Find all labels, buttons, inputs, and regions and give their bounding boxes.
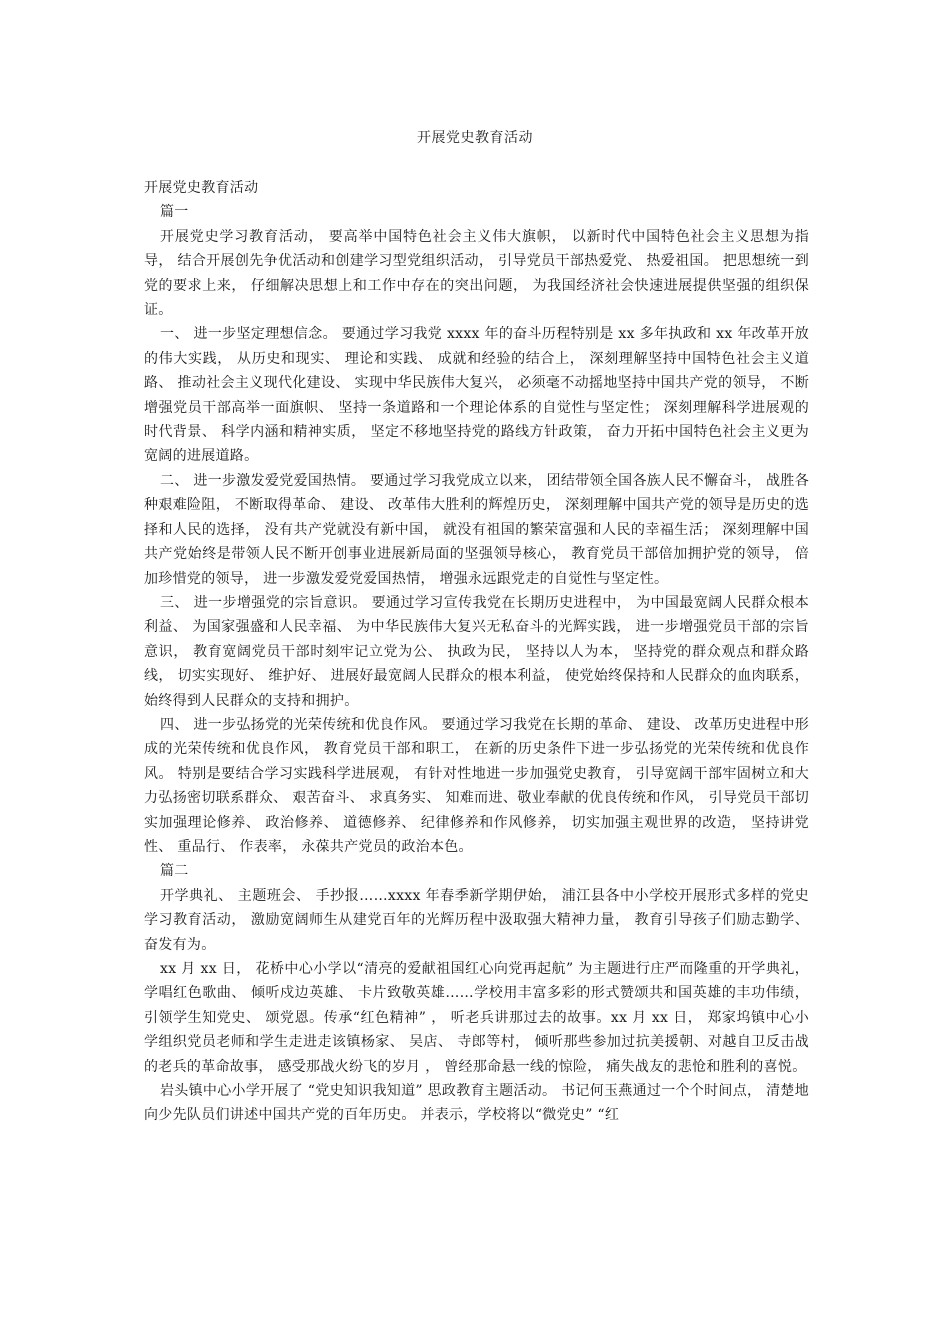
paragraph: 三、 进一步增强党的宗旨意识。 要通过学习宣传我党在长期历史进程中， 为中国最宽阔人民群众根本利益、 为国家强盛和人民幸福、 为中华民族伟大复兴无私奋斗的光辉实践， 进一步增强党员干部的宗旨意识， 教育宽阔党员干部时刻牢记立党为公、 执政为民， 坚持以人为本， 坚持党的群众观点和群众路线， 切实实现好、 维护好、 进展好最宽阔人民群众的根本利益， 使党始终保持和人民群众的血肉联系， 始终得到人民群众的支持和拥护。 — [144, 594, 809, 709]
document-body — [144, 176, 809, 1128]
paragraph: 开学典礼、 主题班会、 手抄报……xxxx 年春季新学期伊始， 浦江县各中小学校开展形式多样的党史学习教育活动， 激励宽阔师生从建党百年的光辉历程中汲取强大精神力量， 教育引导孩子们励志勤学、 奋发有为。 — [144, 887, 809, 953]
paragraph: 开展党史学习教育活动， 要高举中国特色社会主义伟大旗帜， 以新时代中国特色社会主义思想为指导， 结合开展创先争优活动和创建学习型党组织活动， 引导党员干部热爱党、 热爱祖国。 把思想统一到党的要求上来， 仔细解决思想上和工作中存在的突出问题， 为我国经济社会快速进展提供坚强的组织保证。 — [144, 228, 809, 319]
paragraph: 篇二 — [160, 863, 189, 880]
paragraph: 二、 进一步激发爱党爱国热情。 要通过学习我党成立以来， 团结带领全国各族人民不懈奋斗， 战胜各种艰难险阻， 不断取得革命、 建设、 改革伟大胜利的辉煌历史， 深刻理解中国共产党的领导是历史的选择和人民的选择， 没有共产党就没有新中国， 就没有祖国的繁荣富强和人民的幸福生活； 深刻理解中国共产党始终是带领人民不断开创事业进展新局面的坚强领导核心， 教育党员干部倍加拥护党的领导， 倍加珍惜党的领导， 进一步激发爱党爱国热情， 增强永远跟党走的自觉性与坚定性。 — [144, 472, 809, 587]
paragraph: 四、 进一步弘扬党的光荣传统和优良作风。 要通过学习我党在长期的革命、 建设、 改革历史进程中形成的光荣传统和优良作风， 教育党员干部和职工， 在新的历史条件下进一步弘扬党的光荣传统和优良作风。 特别是要结合学习实践科学进展观， 有针对性地进一步加强党史教育， 引导宽阔干部牢固树立和大力弘扬密切联系群众、 艰苦奋斗、 求真务实、 知难而进、敬业奉献的优良传统和作风， 引导党员干部切实加强理论修养、 政治修养、 道德修养、 纪律修养和作风修养， 切实加强主观世界的改造， 坚持讲党性、 重品行、 作表率， 永葆共产党员的政治本色。 — [144, 716, 809, 855]
paragraph: xx 月 xx 日， 花桥中心小学以“清亮的爱献祖国红心向党再起航” 为主题进行庄严而隆重的开学典礼， 学唱红色歌曲、 倾听戍边英雄、 卡片致敬英雄……学校用丰富多彩的形式赞颂共和国英雄的丰功伟绩， 引领学生知党史、 颂党恩。传承“红色精神” ， 听老兵讲那过去的故事。xx 月 xx 日， 郑家坞镇中心小学组织党员老师和学生走进走该镇杨家、 吴店、 寺郎等村， 倾听那些参加过抗美援朝、对越自卫反击战的老兵的革命故事， 感受那战火纷飞的岁月 ， 曾经那命悬一线的惊险， 痛失战友的悲怆和胜利的喜悦。 — [144, 961, 809, 1075]
paragraph: 岩头镇中心小学开展了 “党史知识我知道” 思政教育主题活动。 书记何玉燕通过一个个时间点， 清楚地向少先队员们讲述中国共产党的百年历史。 并表示，学校将以“微党史” “红 — [144, 1083, 809, 1124]
paragraph: 篇一 — [160, 204, 189, 221]
paragraph: 开展党史教育活动 — [144, 180, 259, 196]
document-title: 开展党史教育活动 — [417, 130, 533, 146]
paragraph: 一、 进一步坚定理想信念。 要通过学习我党 xxxx 年的奋斗历程特别是 xx 多年执政和 xx 年改革开放的伟大实践， 从历史和现实、 理论和实践、 成就和经验的结合上， 深刻理解坚持中国特色社会主义道路、 推动社会主义现代化建设、 实现中华民族伟大复兴， 必须毫不动摇地坚持中国共产党的领导， 不断增强党员干部高举一面旗帜、 坚持一条道路和一个理论体系的自觉性与坚定性； 深刻理解科学进展观的时代背景、 科学内涵和精神实质， 坚定不移地坚持党的路线方针政策， 奋力开拓中国特色社会主义更为宽阔的进展道路。 — [144, 326, 809, 465]
